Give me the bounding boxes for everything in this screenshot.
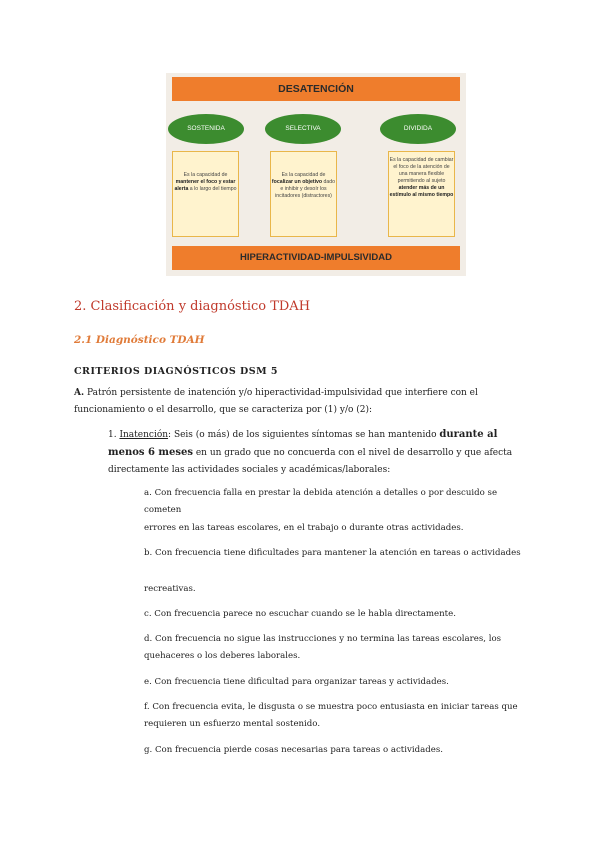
- list-item-c: c. Con frecuencia parece no escuchar cuando se le habla directamente.: [144, 609, 456, 619]
- selective-ellipse: SELECTIVA: [265, 114, 341, 144]
- inattention-bar: DESATENCIÓN: [172, 77, 460, 101]
- list-item-g: g. Con frecuencia pierde cosas necesarias para tareas o actividades.: [144, 745, 443, 755]
- subsection-title: 2.1 Diagnóstico TDAH: [74, 334, 205, 346]
- divided-ellipse: DIVIDIDA: [380, 114, 456, 144]
- list-item-e: e. Con frecuencia tiene dificultad para organizar tareas y actividades.: [144, 677, 449, 687]
- list-item-f: f. Con frecuencia evita, le disgusta o se muestra poco entusiasta en iniciar tareas que requieren un esfuerzo mental sostenido.: [144, 702, 518, 729]
- list-item-b-cont: recreativas.: [144, 584, 196, 594]
- section-title: 2. Clasificación y diagnóstico TDAH: [74, 299, 311, 314]
- criterion-1: 1. Inatención: Seis (o más) de los siguientes síntomas se han mantenido durante al menos 6 meses en un grado que no concuerda con el nivel de desarrollo y que afecta directamente las actividades sociales y académicas/laborales:: [108, 429, 513, 475]
- hyperactivity-bar: HIPERACTIVIDAD-IMPULSIVIDAD: [172, 246, 460, 270]
- list-item-a: a. Con frecuencia falla en prestar la debida atención a detalles o por descuido se cometen: [144, 488, 498, 515]
- attention-diagram: [166, 73, 466, 276]
- inattention-label: Inatención: [119, 430, 169, 440]
- divided-description: Es la capacidad de cambiar el foco de la atención de una manera flexible permitiendo al sujeto atender más de un estímulo al mismo tiempo: [388, 151, 455, 237]
- sustained-description: Es la capacidad de mantener el foco y estar alerta a lo largo del tiempo: [172, 151, 239, 237]
- selective-description: Es la capacidad de focalizar un objetivo dado e inhibir y desoír los incitadores (distractores): [270, 151, 337, 237]
- list-item-a-cont: errores en las tareas escolares, en el trabajo o durante otras actividades.: [144, 523, 464, 533]
- sustained-ellipse: SOSTENIDA: [168, 114, 244, 144]
- criteria-title: CRITERIOS DIAGNÓSTICOS DSM 5: [74, 366, 279, 377]
- criterion-a-label: A.: [74, 388, 85, 398]
- list-item-b: b. Con frecuencia tiene dificultades para mantener la atención en tareas o actividades: [144, 548, 521, 558]
- criterion-a: A. Patrón persistente de inatención y/o hiperactividad-impulsividad que interfiere con el funcionamiento o el desarrollo, que se caracteriza por (1) y/o (2):: [74, 388, 478, 415]
- list-item-d: d. Con frecuencia no sigue las instrucciones y no termina las tareas escolares, los quehaceres o los deberes laborales.: [144, 634, 502, 661]
